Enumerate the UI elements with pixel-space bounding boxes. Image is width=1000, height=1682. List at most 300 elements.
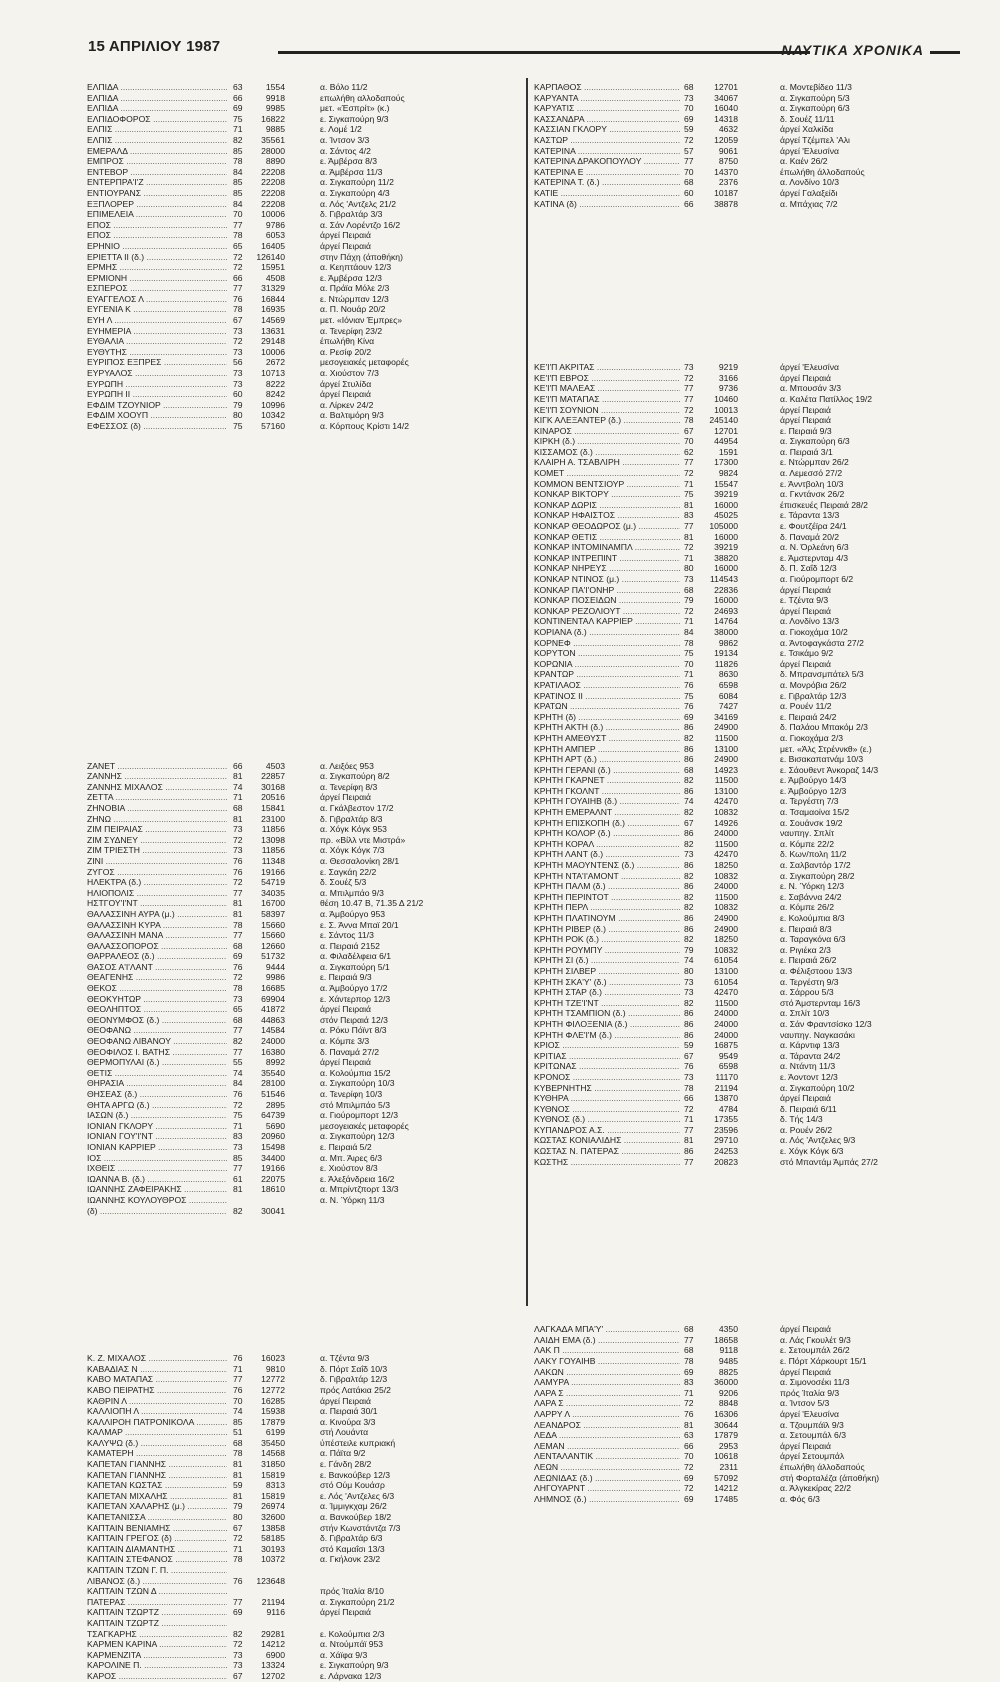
ship-name: ΚΡΗΤΗ ΣΙΛΒΕΡ .....: [534, 966, 680, 977]
tonnage: 42470: [714, 987, 738, 998]
ship-name: ΘΕΑΓΕΝΗΣ .....: [87, 972, 227, 983]
ship-row: [87, 888, 517, 899]
build-year: 67: [684, 817, 694, 828]
build-year: 80: [684, 965, 694, 976]
build-year: 78: [684, 1082, 694, 1093]
ship-row: [534, 1473, 964, 1484]
ship-row: [534, 627, 964, 638]
build-year: 86: [684, 743, 694, 754]
build-year: 71: [233, 124, 243, 135]
ship-status: α. Σιγκαπούρη 6/3: [780, 103, 850, 114]
ship-row: [87, 1025, 517, 1036]
ship-name: ΘΑΛΑΣΣΙΝΗ ΚΥΡΑ .....: [87, 920, 227, 931]
tonnage: 35540: [261, 1067, 285, 1078]
ship-name: ΛΑΡΑ Σ .....: [534, 1388, 680, 1399]
build-year: 86: [684, 828, 694, 839]
ship-name: ΙΟΣ .....: [87, 1153, 227, 1164]
ship-row: [534, 373, 964, 384]
ship-status: α. Πειραιά 3/1: [780, 446, 833, 457]
ship-name: ΚΡΑΤΙΝΟΣ II .....: [534, 691, 680, 702]
tonnage: 11500: [714, 838, 738, 849]
ship-status: ε. Άμβέρσα 12/3: [320, 272, 382, 283]
build-year: 82: [684, 902, 694, 913]
ship-name: ΚΟΝΚΑΡ ΒΙΚΤΟΡΥ .....: [534, 489, 680, 500]
tonnage: 35561: [261, 134, 285, 145]
build-year: 62: [684, 446, 694, 457]
ship-name: ΚΕ'Ι'Π ΕΒΡΟΣ .....: [534, 373, 680, 384]
tonnage: 22208: [261, 166, 285, 177]
section-e: [87, 82, 517, 432]
ship-status: άργεί Τζέμπελ 'Αλι: [780, 134, 850, 145]
build-year: 69: [233, 103, 243, 114]
build-year: 77: [233, 219, 243, 230]
ship-status: α. Σιγκαπούρη 5/3: [780, 92, 850, 103]
tonnage: 24000: [261, 1036, 285, 1047]
ship-row: [534, 1409, 964, 1420]
build-year: 84: [233, 1078, 243, 1089]
ship-name: ΚΑΠΕΤΑΝΙΣΣΑ .....: [87, 1512, 227, 1523]
build-year: 73: [233, 368, 243, 379]
ship-row: [534, 881, 964, 892]
ship-row: [87, 1195, 517, 1206]
ship-name: ΙΟΝΙΑΝ ΓΟΥ'Ι'ΝΤ .....: [87, 1131, 227, 1142]
tonnage: 42470: [714, 796, 738, 807]
build-year: 77: [233, 887, 243, 898]
build-year: 72: [233, 834, 243, 845]
build-year: 85: [233, 1416, 243, 1427]
ship-row: [87, 199, 517, 210]
ship-name: ΘΑΛΑΣΣΙΝΗ ΑΥΡΑ (μ.) .....: [87, 909, 227, 920]
tonnage: 16380: [261, 1046, 285, 1057]
ship-status: ε. Πειραιά 5/2: [320, 1141, 372, 1152]
tonnage: 18250: [714, 860, 738, 871]
ship-status: α. Σάντος 4/2: [320, 145, 371, 156]
ship-name: ΚΡΑΤΩΝ .....: [534, 701, 680, 712]
ship-name: ΚΑΒΟ ΜΑΤΑΠΑΣ .....: [87, 1374, 227, 1385]
build-year: 78: [233, 919, 243, 930]
ship-row: [534, 712, 964, 723]
tonnage: 11348: [261, 855, 285, 866]
ship-status: α. Γιοκοχάμα 10/2: [780, 626, 848, 637]
build-year: 82: [684, 891, 694, 902]
ship-status: πρός Ίταλία 8/10: [320, 1586, 384, 1597]
ship-row: [534, 1398, 964, 1409]
ship-name: ΚΑΣΣΑΝΔΡΑ .....: [534, 114, 680, 125]
tonnage: 6053: [265, 230, 285, 241]
build-year: 77: [684, 156, 694, 167]
tonnage: 12772: [261, 1384, 285, 1395]
tonnage: 42470: [714, 849, 738, 860]
ship-name: ΚΑΠΤΑΙΝ ΤΖΩΝ Γ. Π. .....: [87, 1565, 227, 1576]
ship-name: ΚΡΗΤΗ ΚΟΡΑΛ .....: [534, 839, 680, 850]
build-year: 81: [233, 813, 243, 824]
ship-row: [534, 754, 964, 765]
ship-row: [87, 209, 517, 220]
tonnage: 15660: [261, 930, 285, 941]
tonnage: 6084: [718, 690, 738, 701]
ship-name: ΘΕΟΦΙΛΟΣ Ι. ΒΑΤΗΣ .....: [87, 1047, 227, 1058]
ship-name: ΚΟΝΚΑΡ ΘΕΤΙΣ .....: [534, 532, 680, 543]
tonnage: 9786: [265, 219, 285, 230]
ship-status: άργεί Πειραιά: [320, 1057, 371, 1068]
ship-row: [87, 1470, 517, 1481]
tonnage: 6900: [265, 1649, 285, 1660]
ship-row: [534, 775, 964, 786]
ship-name: ΚΑΡΥΑΝΤΑ .....: [534, 93, 680, 104]
tonnage: 9118: [719, 1345, 738, 1356]
ship-name: ΚΡΗΤΗ ΓΟΥΑΙΗΒ (δ.) .....: [534, 796, 680, 807]
build-year: 82: [684, 870, 694, 881]
build-year: 68: [684, 1345, 694, 1356]
ship-name: ΕΥΡΥΑΛΟΣ .....: [87, 368, 227, 379]
ship-row: [534, 871, 964, 882]
build-year: 72: [233, 1639, 243, 1650]
build-year: 86: [684, 881, 694, 892]
ship-name: ΛΙΒΑΝΟΣ (δ.) .....: [87, 1576, 227, 1587]
ship-name: ΕΥΡΩΠΗ II .....: [87, 389, 227, 400]
ship-row: [87, 167, 517, 178]
ship-name: ΖΥΓΟΣ .....: [87, 867, 227, 878]
build-year: 76: [233, 961, 243, 972]
ship-status: ε. Βισακαπατνάμ 10/3: [780, 754, 864, 765]
ship-row: [87, 1523, 517, 1534]
ship-row: [534, 966, 964, 977]
tonnage: 16405: [261, 240, 285, 251]
build-year: 73: [233, 325, 243, 336]
build-year: 72: [684, 468, 694, 479]
ship-status: α. Γιοκοχάμα 2/3: [780, 732, 844, 743]
ship-row: [534, 1146, 964, 1157]
ship-name: ΘΕΡΜΟΠΥΛΑΙ (δ.) .....: [87, 1057, 227, 1068]
ship-status: α. Τεργέστη 9/3: [780, 976, 839, 987]
ship-row: [534, 103, 964, 114]
build-year: 68: [684, 1324, 694, 1335]
build-year: 83: [684, 1377, 694, 1388]
tonnage: 34400: [261, 1152, 285, 1163]
ship-row: [534, 124, 964, 135]
ship-status: ε. Σαβάννα 24/2: [780, 891, 842, 902]
tonnage: 11856: [261, 824, 285, 835]
ship-name: ΚΙΡΚΗ (δ.) .....: [534, 436, 680, 447]
tonnage: 24900: [714, 754, 738, 765]
build-year: 86: [684, 754, 694, 765]
ship-row: [87, 379, 517, 390]
ship-name: ΕΥΡΩΠΗ .....: [87, 379, 227, 390]
ship-name: ΚΑΘΡΙΝ Λ .....: [87, 1396, 227, 1407]
tonnage: 9885: [265, 124, 285, 135]
tonnage: 24693: [714, 605, 738, 616]
ship-name: ΚΥΘΝΟΣ (δ.) .....: [534, 1114, 680, 1125]
tonnage: 9219: [718, 362, 738, 373]
ship-status: α. Σετουμπάλ 6/3: [780, 1430, 846, 1441]
ship-status: δ. Γιβραλτάρ 8/3: [320, 813, 383, 824]
ship-row: [87, 983, 517, 994]
build-year: 71: [684, 616, 694, 627]
ship-status: α. Μοντεβίδεο 11/3: [780, 82, 852, 92]
ship-status: α. Μπ. Άιρες 6/3: [320, 1152, 382, 1163]
build-year: 69: [684, 711, 694, 722]
ship-status: α. Κάρντιφ 13/3: [780, 1040, 840, 1051]
tonnage: 22836: [714, 584, 738, 595]
ship-status: ε. Σάντος 11/3: [320, 930, 374, 941]
build-year: 76: [233, 1384, 243, 1395]
ship-name: ΚΑΠΕΤΑΝ ΧΑΛΑΡΗΣ (μ.) .....: [87, 1501, 227, 1512]
build-year: 75: [233, 421, 243, 431]
build-year: 69: [684, 113, 694, 124]
ship-status: άργεί 'Ελευσίνα: [780, 145, 839, 156]
build-year: 76: [233, 866, 243, 877]
ship-row: [534, 457, 964, 468]
tonnage: 31329: [261, 283, 285, 294]
ship-row: [534, 394, 964, 405]
ship-name: ΘΕΟΛΗΠΤΟΣ .....: [87, 1004, 227, 1015]
build-year: 68: [233, 940, 243, 951]
ship-name: ΕΦΕΣΣΟΣ (δ) .....: [87, 421, 227, 432]
build-year: 78: [684, 1356, 694, 1367]
ship-status: α. Τενερίφη 10/3: [320, 1089, 383, 1099]
ship-row: [534, 659, 964, 670]
ship-status: α. Μονρόβια 26/2: [780, 679, 847, 690]
ship-name: ΛΑΚ Π .....: [534, 1345, 680, 1356]
ship-name: ΘΕΟΦΑΝΩ .....: [87, 1025, 227, 1036]
build-year: 86: [684, 722, 694, 733]
ship-name: ΚΑΠΕΤΑΝ ΜΙΧΑΛΗΣ .....: [87, 1491, 227, 1502]
tonnage: 8630: [718, 669, 738, 680]
build-year: 75: [233, 113, 243, 124]
ship-name: ΚΛΑΙΡΗ Α. ΤΣΑΒΛΙΡΗ .....: [534, 457, 680, 468]
ship-name: ΚΟΜΕΤ .....: [534, 468, 680, 479]
ship-status: άργεί Πειραιά: [780, 415, 831, 426]
ship-status: α. Σιγκαπούρη 5/1: [320, 961, 390, 972]
build-year: 86: [684, 785, 694, 796]
tonnage: 10187: [714, 187, 738, 198]
ship-row: [87, 1565, 517, 1576]
ship-row: [534, 1019, 964, 1030]
ship-status: ε. Κολούμπια 2/3: [320, 1628, 385, 1639]
build-year: 65: [233, 240, 243, 251]
build-year: 77: [233, 1046, 243, 1057]
ship-name: ΘΕΟΚΥΗΤΩΡ .....: [87, 994, 227, 1005]
tonnage: 38000: [714, 626, 738, 637]
ship-row: [534, 1114, 964, 1125]
ship-name: ΚΑΠΕΤΑΝ ΓΙΑΝΝΗΣ .....: [87, 1459, 227, 1470]
ship-status: ε. Άμβούργο 12/3: [780, 785, 847, 796]
tonnage: 26974: [261, 1501, 285, 1512]
tonnage: 9549: [718, 1050, 738, 1061]
build-year: 86: [684, 923, 694, 934]
right-column: [534, 82, 964, 1504]
tonnage: 34169: [714, 711, 738, 722]
tonnage: 24000: [714, 1029, 738, 1040]
tonnage: 31850: [261, 1459, 285, 1470]
ship-row: [534, 167, 964, 178]
ship-name: ΖΙΝΙ .....: [87, 856, 227, 867]
tonnage: 18658: [714, 1334, 738, 1345]
tonnage: 17879: [261, 1416, 285, 1427]
tonnage: 12701: [714, 82, 738, 92]
ship-name: ΚΟΝΚΑΡ ΡΕΖΟΛΙΟΥΤ .....: [534, 606, 680, 617]
tonnage: 18250: [714, 934, 738, 945]
build-year: 57: [684, 145, 694, 156]
ship-status: α. Σουάνσκ 19/2: [780, 817, 843, 828]
tonnage: 11500: [714, 997, 738, 1008]
ship-row: [534, 849, 964, 860]
ship-status: ε. Ν. Ύόρκη 12/3: [780, 881, 845, 892]
ship-row: [534, 722, 964, 733]
build-year: 76: [233, 855, 243, 866]
ship-name: ΚΡΗΤΗ ΣΚΑ'Υ' (δ.) .....: [534, 977, 680, 988]
tonnage: 9824: [718, 468, 738, 479]
ship-status: α. Άντοφαγκάστα 27/2: [780, 637, 864, 648]
tonnage: 29710: [714, 1135, 738, 1146]
ship-status: α. Λεμεσσό 27/2: [780, 468, 843, 479]
ship-name: ΕΥΓΕΝΙΑ Κ .....: [87, 304, 227, 315]
tonnage: 9061: [718, 145, 738, 156]
tonnage: 16685: [261, 983, 285, 994]
ship-name: ΚΙΣΣΑΜΟΣ (δ.) .....: [534, 447, 680, 458]
ship-name: ΚΡΗΤΗ ΠΛΑΤΙΝΟΥΜ .....: [534, 913, 680, 924]
ship-row: [534, 135, 964, 146]
tonnage: 2376: [718, 177, 738, 188]
tonnage: 24900: [714, 913, 738, 923]
ship-name: ΘΗΡΑΣΙΑ .....: [87, 1078, 227, 1089]
ship-name: ΘΕΤΙΣ .....: [87, 1068, 227, 1079]
ship-name: ΘΑΛΑΣΣΙΝΗ ΜΑΝΑ .....: [87, 930, 227, 941]
build-year: 85: [233, 177, 243, 188]
ship-status: α. Ίντσον 3/3: [320, 134, 370, 145]
build-year: 82: [233, 1205, 243, 1216]
build-year: 70: [684, 166, 694, 177]
ship-status: α. Τζέντα 9/3: [320, 1353, 370, 1364]
tonnage: 6199: [265, 1427, 285, 1438]
tonnage: 11856: [261, 845, 285, 856]
ship-row: [87, 1068, 517, 1079]
tonnage: 15660: [261, 919, 285, 930]
ship-status: α. Θεσσαλονίκη 28/1: [320, 855, 400, 866]
ship-row: [534, 1430, 964, 1441]
tonnage: 2953: [718, 1440, 738, 1451]
build-year: 83: [233, 1131, 243, 1142]
ship-name: ΗΛΕΚΤΡΑ (δ.) .....: [87, 877, 227, 888]
ship-row: [534, 1345, 964, 1356]
ship-row: [87, 410, 517, 421]
ship-row: [87, 262, 517, 273]
ship-name: ΕΜΕΡΑΛΔ .....: [87, 146, 227, 157]
ship-row: [87, 1047, 517, 1058]
ship-row: [87, 1100, 517, 1111]
tonnage: 10342: [261, 410, 285, 421]
tonnage: 9116: [266, 1607, 285, 1618]
ship-row: [534, 934, 964, 945]
ship-row: [87, 1491, 517, 1502]
build-year: 68: [233, 802, 243, 813]
ship-name: ΚΥΒΕΡΝΗΤΗΣ .....: [534, 1083, 680, 1094]
ship-status: ε. Άοντοντ 12/3: [780, 1071, 838, 1082]
tonnage: 24000: [714, 881, 738, 892]
ship-status: α. Τενερίφη 23/2: [320, 325, 383, 336]
build-year: 72: [233, 251, 243, 262]
tonnage: 34067: [714, 92, 738, 103]
ship-name: ΖΑΝΝΗΣ ΜΙΧΑΛΟΣ .....: [87, 782, 227, 793]
ship-name: ΖΗΝΟΒΙΑ .....: [87, 803, 227, 814]
build-year: 60: [233, 389, 243, 400]
build-year: 80: [684, 563, 694, 574]
build-year: 73: [684, 92, 694, 103]
ship-status: ε. Λός 'Αντζελες 6/3: [320, 1490, 395, 1501]
ship-row: [87, 1607, 517, 1618]
ship-row: [534, 415, 964, 426]
ship-name: ΛΕΝΤΑΛΑΝΤΙΚ .....: [534, 1451, 680, 1462]
tonnage: 6598: [718, 679, 738, 690]
ship-row: [87, 941, 517, 952]
tonnage: 15938: [261, 1406, 285, 1417]
ship-status: α. Πειραιά 2152: [320, 940, 380, 951]
ship-name: ΙΑΣΩΝ (δ.) .....: [87, 1110, 227, 1121]
ship-status: α. Ντούμπάϊ 953: [320, 1639, 384, 1650]
ship-name: ΤΣΑΓΚΑΡΗΣ .....: [87, 1629, 227, 1640]
ship-name: ΚΡΗΤΗ ΠΑΛΜ (δ.) .....: [534, 881, 680, 892]
ship-status: δ. Κων/πολη 11/2: [780, 849, 847, 860]
tonnage: 114543: [709, 574, 738, 584]
ship-row: [87, 273, 517, 284]
ship-name: ΚΟΝΚΑΡ ΔΩΡΙΣ .....: [534, 500, 680, 511]
ship-status: πρ. «Βίλλ ντε Μιστρά»: [320, 834, 406, 845]
ship-row: [87, 347, 517, 358]
ship-name: ΖΑΝΝΗΣ .....: [87, 771, 227, 782]
ship-name: ΚΟΝΚΑΡ ΠΑ'Ι'ΟΝΗΡ .....: [534, 585, 680, 596]
build-year: 70: [233, 209, 243, 220]
ship-status: δ. Παναμά 27/2: [320, 1046, 380, 1057]
build-year: 56: [233, 357, 243, 368]
ship-status: άργεί Πειραιά: [780, 372, 831, 383]
ship-name: ΖΗΝΩ .....: [87, 814, 227, 825]
ship-status: πρός Λατάκια 25/2: [320, 1384, 391, 1395]
ship-name: ΖΙΜ ΤΡΙΕΣΤΗ .....: [87, 845, 227, 856]
ship-name: ΕΛΠΙΣ .....: [87, 135, 227, 146]
build-year: 84: [233, 166, 243, 177]
ship-row: [87, 1004, 517, 1015]
tonnage: 9485: [718, 1356, 738, 1367]
ship-name: ΚΡΗΤΗ ΓΕΡΑΝΙ (δ.) .....: [534, 765, 680, 776]
tonnage: 14569: [261, 315, 285, 326]
ship-row: [534, 680, 964, 691]
ship-row: [534, 1451, 964, 1462]
tonnage: 20960: [261, 1131, 285, 1142]
build-year: 73: [684, 362, 694, 373]
ship-name: ΕΛΠΙΣ .....: [87, 124, 227, 135]
build-year: 68: [684, 177, 694, 188]
tonnage: 10832: [714, 944, 738, 955]
ship-status: α. Τάραντα 24/2: [780, 1050, 841, 1061]
ship-status: στή Φορταλέζα (άποθήκη): [780, 1472, 880, 1483]
ship-status: α. Π. Νουάρ 20/2: [320, 304, 386, 315]
tonnage: 12772: [261, 1374, 285, 1385]
ship-row: [87, 1163, 517, 1174]
ship-row: [534, 807, 964, 818]
ship-name: ΚΑΡΟΛΙΝΕ Π. .....: [87, 1660, 227, 1671]
tonnage: 13870: [714, 1093, 738, 1104]
ship-row: [534, 447, 964, 458]
ship-status: ε. Λάρνακα 12/3: [320, 1670, 382, 1681]
ship-name: ΛΑΚΥ ΓΟΥΑΙΗΒ .....: [534, 1356, 680, 1367]
ship-status: δ. Γιβραλτάρ 3/3: [320, 209, 383, 220]
ship-row: [534, 405, 964, 416]
ship-status: ε. Σ. Άννα Μπαϊ 20/1: [320, 919, 399, 930]
tonnage: 8313: [265, 1480, 285, 1491]
build-year: 81: [233, 1184, 243, 1195]
tonnage: 15547: [714, 478, 738, 489]
ship-status: α. Χόγκ Κόγκ 7/3: [320, 845, 385, 856]
